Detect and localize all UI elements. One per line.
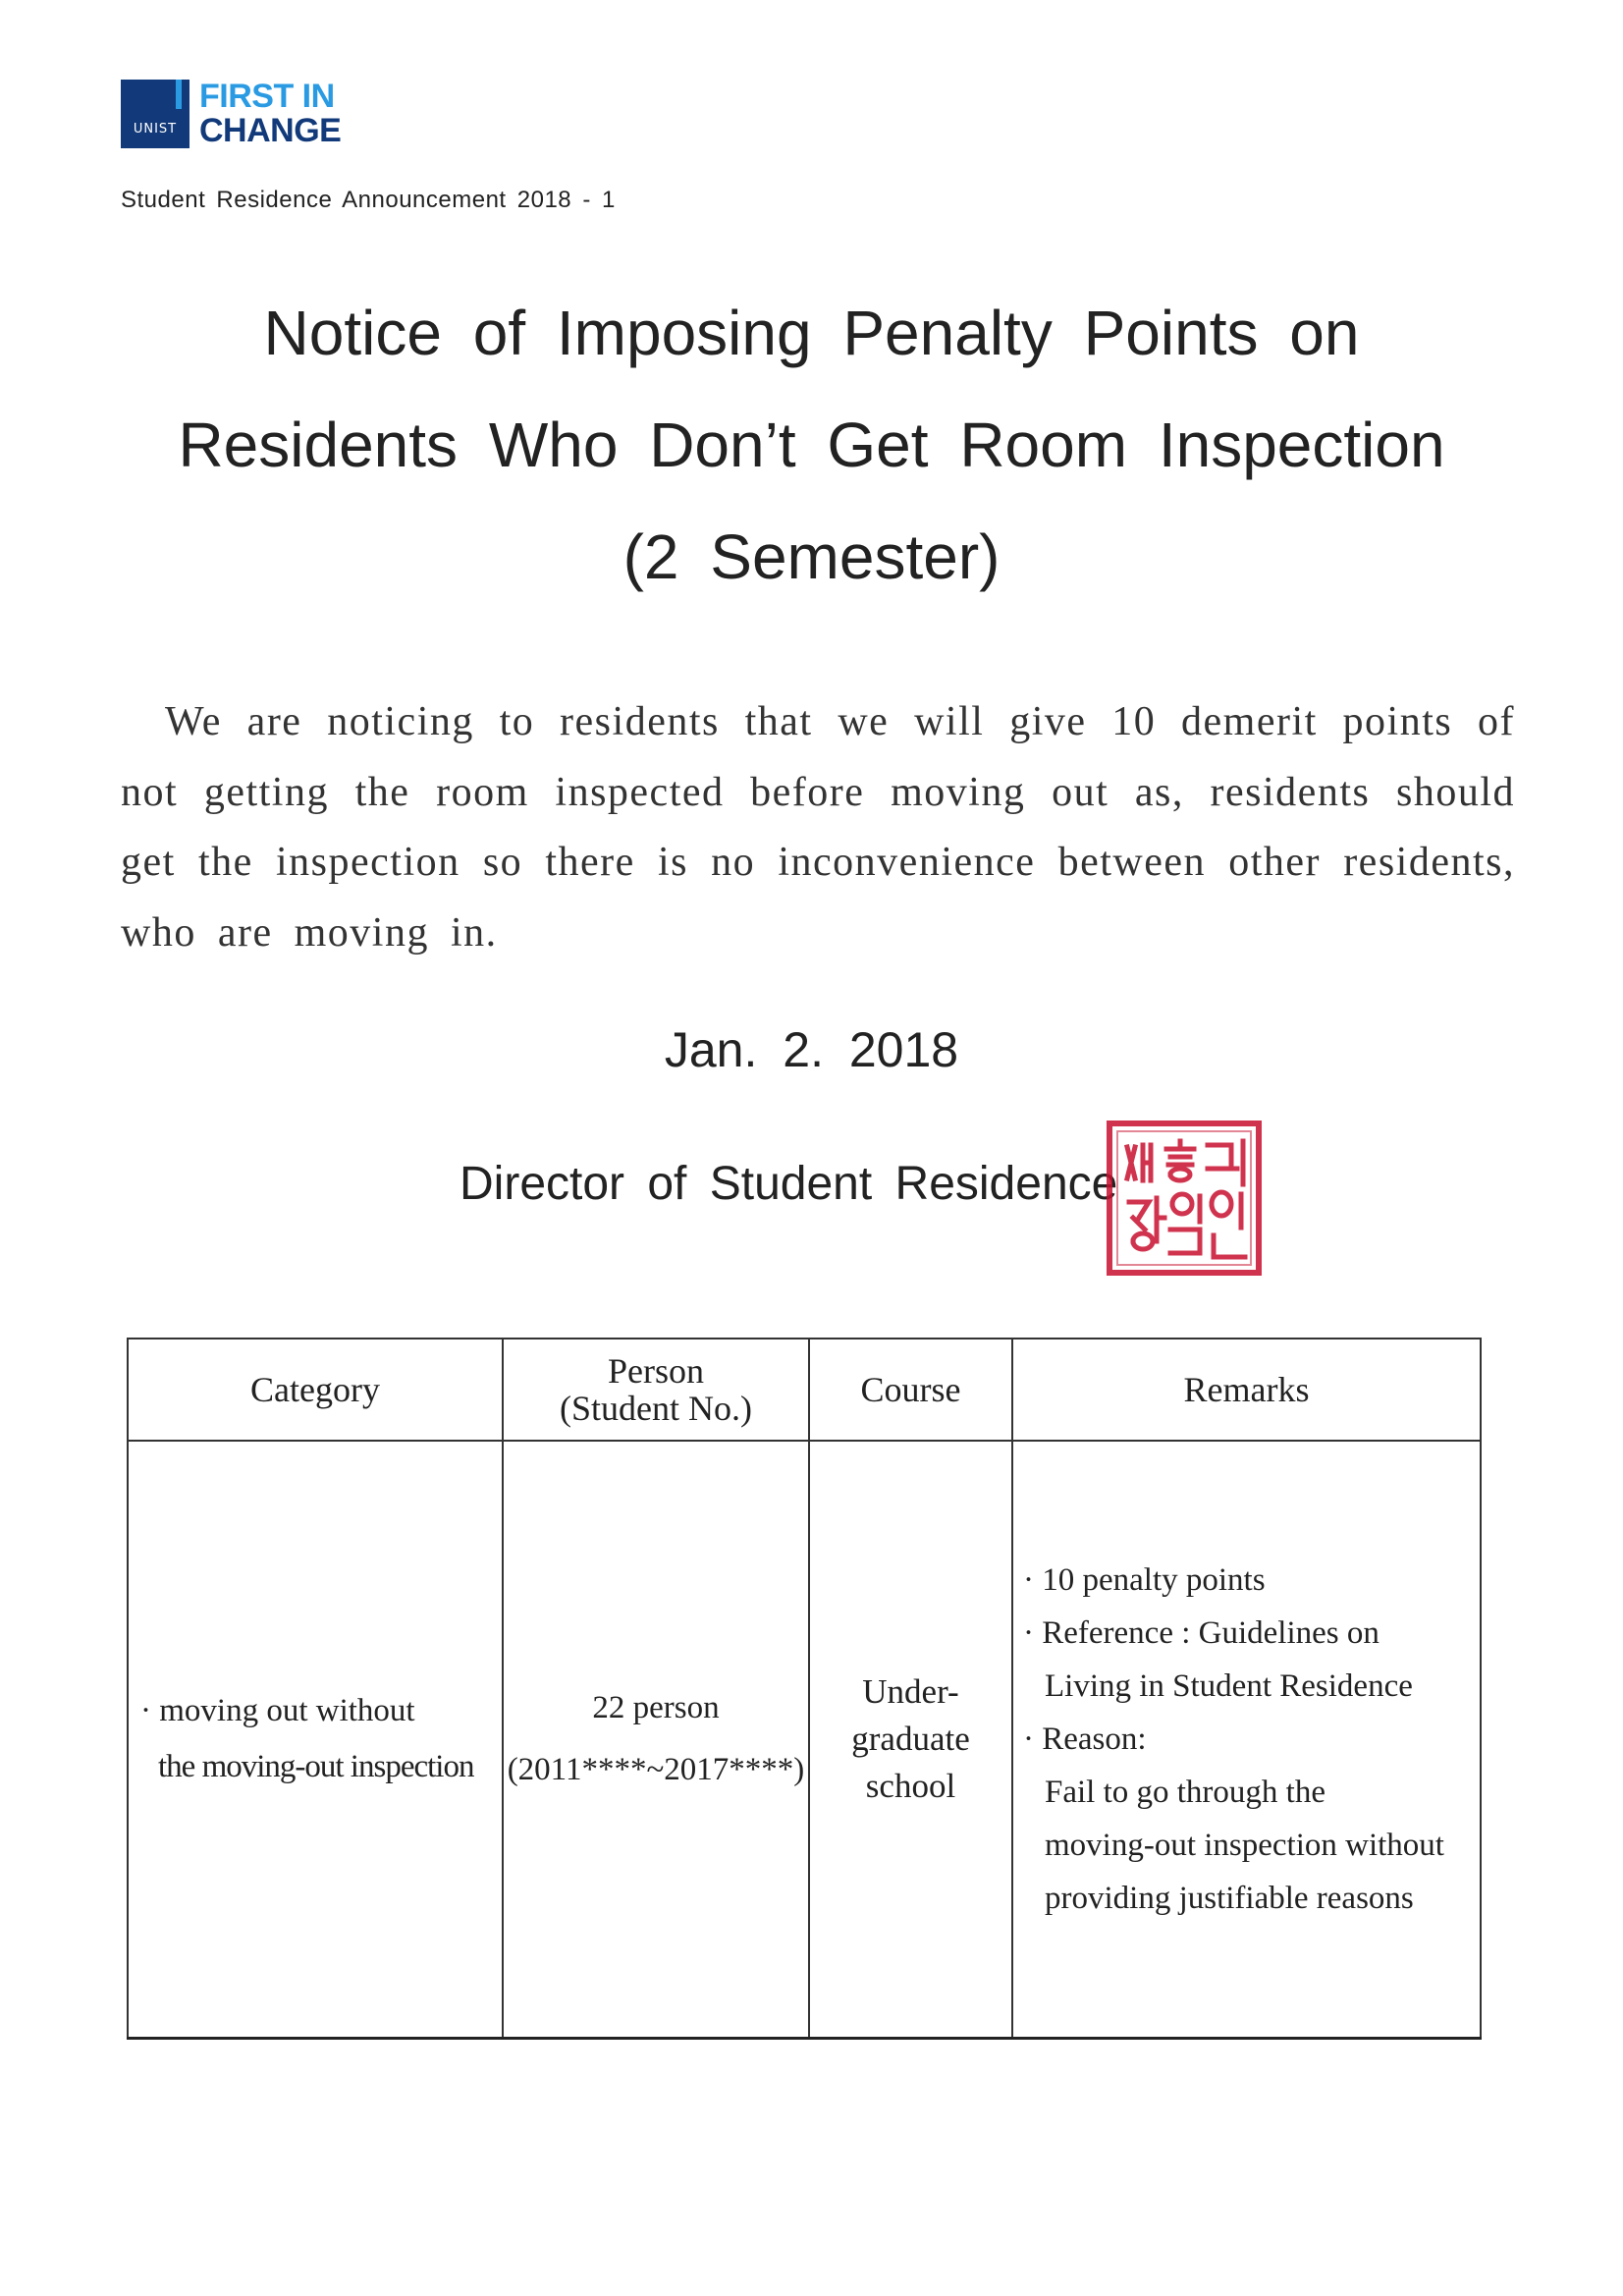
- category-line-2: the moving-out inspection: [158, 1749, 474, 1784]
- remarks-line-1: · 10 penalty points: [1023, 1562, 1266, 1598]
- course-line-1: Under-: [862, 1672, 959, 1711]
- title-line-2: Residents Who Don’t Get Room Inspection: [178, 410, 1445, 480]
- remarks-line-2: · Reference : Guidelines on: [1023, 1615, 1380, 1651]
- person-count: 22 person: [592, 1690, 720, 1725]
- penalty-table: [127, 1338, 1482, 2040]
- header-remarks: Remarks: [1012, 1339, 1481, 1441]
- table-header-row: [128, 1339, 1481, 1441]
- cell-remarks: [1012, 1441, 1481, 2039]
- notice-title: [98, 277, 1525, 613]
- student-number-range: (2011****~2017****): [507, 1752, 805, 1787]
- cell-person: [503, 1441, 809, 2039]
- remarks-line-5: Fail to go through the: [1045, 1775, 1325, 1810]
- logo-line-1: FIRST IN: [199, 78, 335, 115]
- table-row: [128, 1441, 1481, 2039]
- notice-date: Jan. 2. 2018: [664, 1022, 959, 1077]
- course-line-3: school: [865, 1767, 956, 1805]
- course-line-2: graduate: [851, 1720, 970, 1758]
- header-person-line-1: Person: [608, 1351, 704, 1391]
- remarks-line-7: providing justifiable reasons: [1045, 1881, 1414, 1916]
- category-line-1: · moving out without: [140, 1693, 415, 1728]
- notice-body: We are noticing to residents that we will give 10 demerit points of not getting the room inspected before moving out as, residents should get the inspection so there is no inconvenience between other residents, who are moving in.: [121, 699, 1515, 956]
- logo-wordmark: [199, 80, 341, 148]
- unist-logo-mark: [121, 80, 189, 148]
- header-person: [503, 1339, 809, 1441]
- announcement-number: Student Residence Announcement 2018 - 1: [121, 187, 616, 213]
- logo-line-2: CHANGE: [199, 112, 342, 149]
- cell-category: [128, 1441, 503, 2039]
- title-line-3: (2 Semester): [622, 521, 1001, 592]
- signatory: Director of Student Residence: [460, 1158, 1118, 1210]
- header-category: Category: [128, 1339, 503, 1441]
- cell-course: [809, 1441, 1012, 2039]
- header-course: Course: [809, 1339, 1012, 1441]
- unist-logo: [121, 80, 341, 148]
- remarks-line-3: Living in Student Residence: [1045, 1668, 1413, 1704]
- title-line-1: Notice of Imposing Penalty Points on: [263, 298, 1360, 368]
- official-seal: [1106, 1120, 1263, 1277]
- logo-square-text: UNIST: [133, 122, 178, 137]
- header-person-line-2: (Student No.): [560, 1389, 752, 1428]
- remarks-line-6: moving-out inspection without: [1045, 1828, 1444, 1863]
- logo-accent-bar: [176, 80, 182, 109]
- remarks-line-4: · Reason:: [1023, 1722, 1147, 1757]
